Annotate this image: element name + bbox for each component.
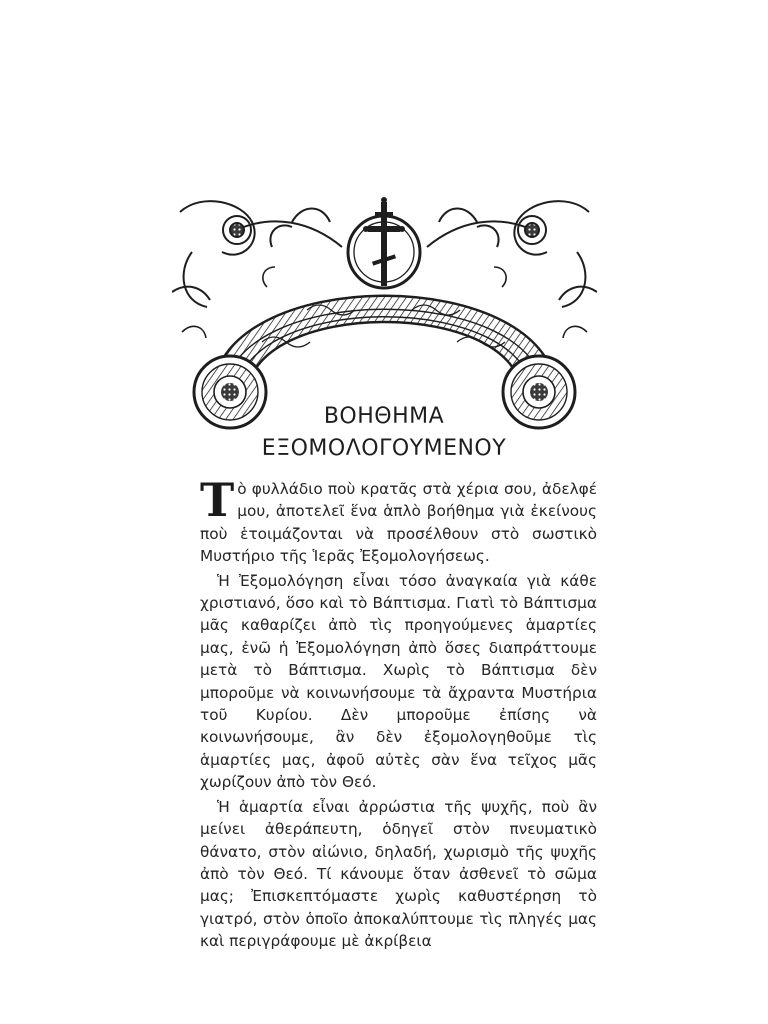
- paragraph-3: Ἡ ἁμαρτία εἶναι ἀρρώστια τῆς ψυχῆς, ποὺ ἂν μείνει ἀθεράπευτη, ὁδηγεῖ στὸν πνευματικὸ θάνατο, στὸν αἰώνιο, δηλαδή, χωρισμὸ τῆς ψυχῆς ἀπὸ τὸν Θεό. Τί κάνουμε ὅταν ἀσθενεῖ τὸ σῶμα μας; Ἐπισκεπτόμαστε χωρὶς καθυστέρηση τὸ γιατρό, στὸν ὁποῖο ἀποκαλύπτουμε τὶς πληγές μας καὶ περιγράφουμε μὲ ἀκρίβεια: [200, 797, 597, 951]
- drop-cap: Τ: [200, 473, 235, 527]
- paragraph-1-text: ὸ φυλλάδιο ποὺ κρατᾶς στὰ χέρια σου, ἀδελφέ μου, ἀποτελεῖ ἕνα ἁπλὸ βοήθημα γιὰ ἐκείνους ποὺ ἑτοιμάζονται νὰ προσέλθουν στὸ σωστικὸ Μυστήριο τῆς Ἱερᾶς Ἐξομολογήσεως.: [200, 480, 597, 566]
- document-title-line-1: ΒΟΗΘΗΜΑ: [323, 404, 445, 429]
- body-text: [200, 473, 597, 955]
- document-title-line-2: ΕΞΟΜΟΛΟΓΟΥΜΕΝΟΥ: [261, 436, 507, 461]
- paragraph-2: Ἡ Ἐξομολόγηση εἶναι τόσο ἀναγκαία γιὰ κάθε χριστιανό, ὅσο καὶ τὸ Βάπτισμα. Γιατὶ τὸ Βάπτισμα μᾶς καθαρίζει ἀπὸ τὶς προηγούμενες ἁμαρτίες μας, ἐνῶ ἡ Ἐξομολόγηση ἀπὸ ὅσες διαπράττουμε μετὰ τὸ Βάπτισμα. Χωρὶς τὸ Βάπτισμα δὲν μποροῦμε νὰ κοινωνήσουμε τὰ ἄχραντα Μυστήρια τοῦ Κυρίου. Δὲν μποροῦμε ἐπίσης νὰ κοινωνήσουμε, ἂν δὲν ἐξομολογηθοῦμε τὶς ἁμαρτίες μας, ἀφοῦ αὐτὲς σὰν ἕνα τεῖχος μᾶς χωρίζουν ἀπὸ τὸν Θεό.: [200, 571, 597, 792]
- arch-with-cross-ornament: [172, 192, 597, 440]
- paragraph-1: [200, 473, 597, 568]
